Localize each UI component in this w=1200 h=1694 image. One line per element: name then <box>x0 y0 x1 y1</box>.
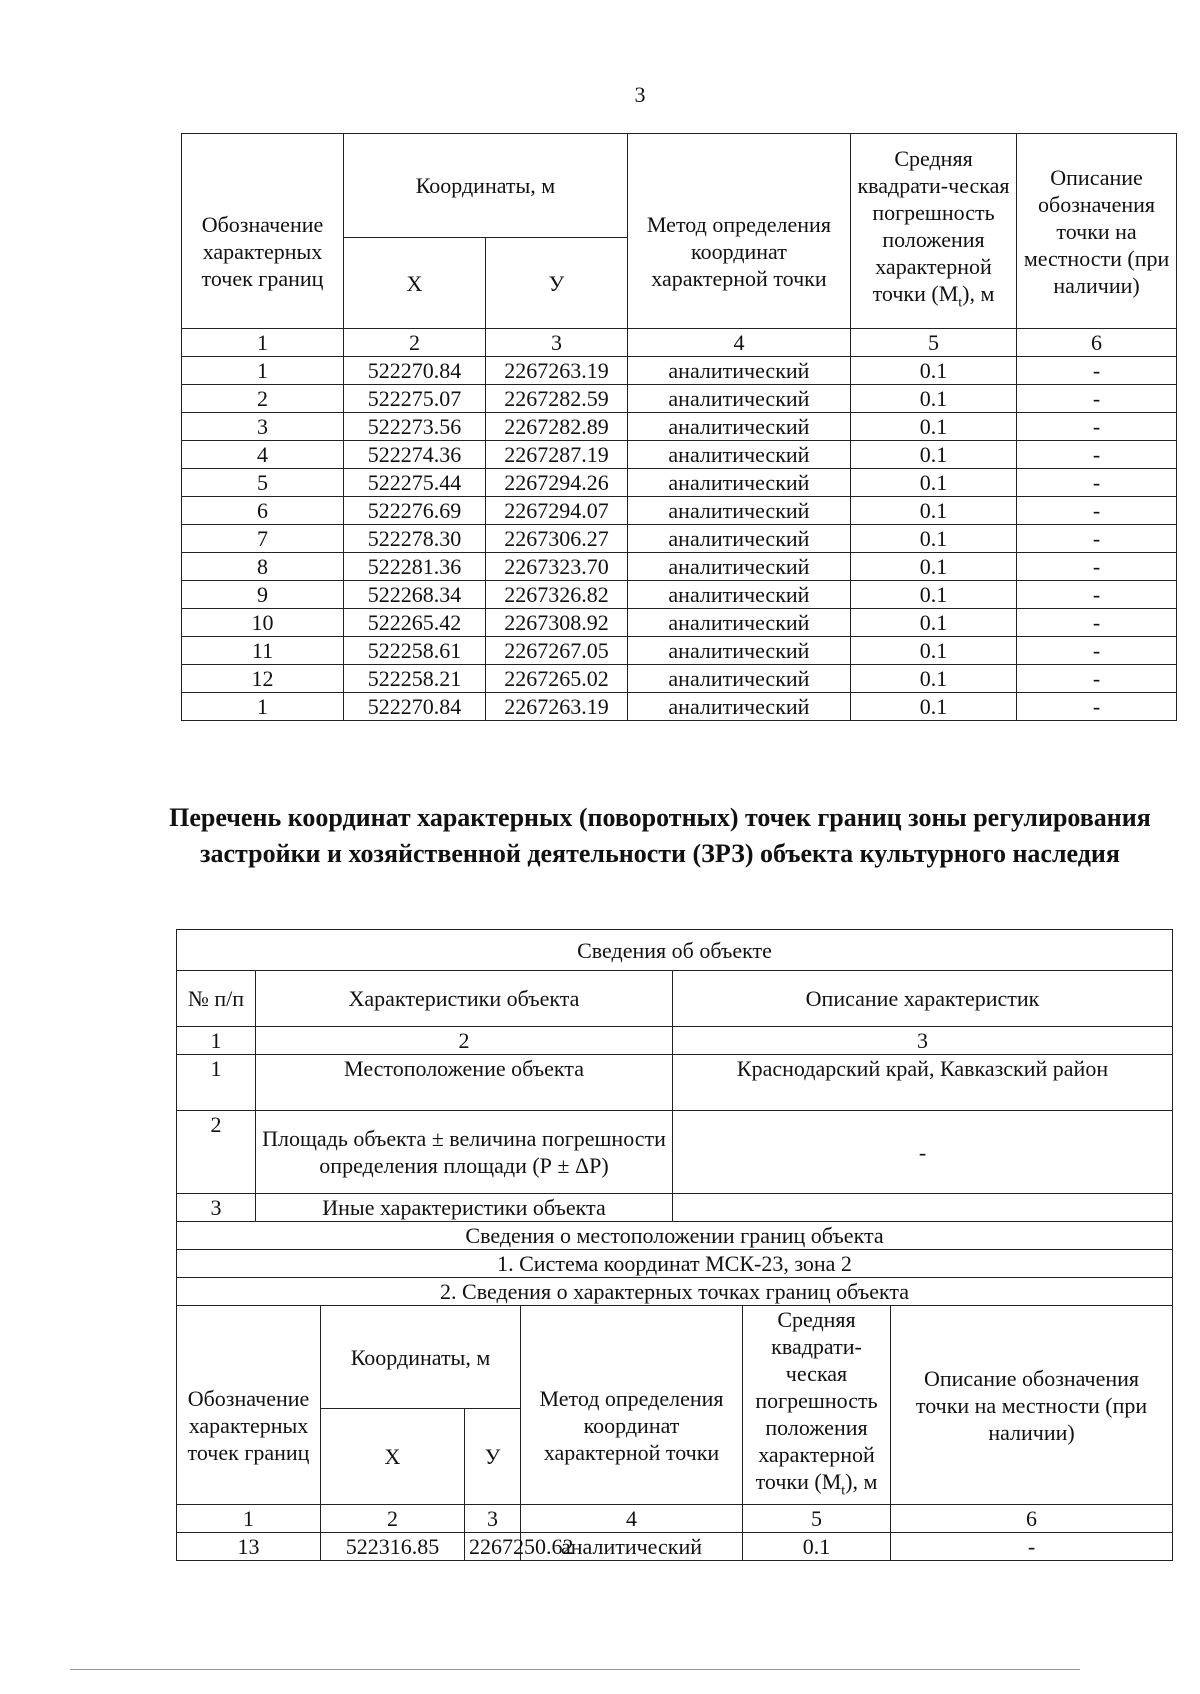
table-cell: 2267294.26 <box>485 469 627 497</box>
table-cell: аналитический <box>627 441 850 469</box>
col-number: 2 <box>256 1027 673 1055</box>
table-cell: 8 <box>182 553 344 581</box>
column-number-row <box>182 329 1177 357</box>
bottom-rule <box>70 1669 1080 1670</box>
table-cell: 5 <box>182 469 344 497</box>
x-header: Х <box>321 1409 465 1505</box>
num-header: № п/п <box>177 971 256 1027</box>
table-cell: 522281.36 <box>343 553 485 581</box>
table-row <box>182 553 1177 581</box>
table-row <box>182 609 1177 637</box>
table-cell: 522273.56 <box>343 413 485 441</box>
table-cell: 0.1 <box>850 581 1016 609</box>
table-row <box>177 1533 1173 1561</box>
table-cell: 11 <box>182 637 344 665</box>
table-cell: 2267282.89 <box>485 413 627 441</box>
table-cell: 0.1 <box>850 525 1016 553</box>
table-cell: 0.1 <box>850 357 1016 385</box>
error-header-subscript: t <box>841 1483 846 1499</box>
table-cell: 0.1 <box>850 609 1016 637</box>
table-cell: 2267282.59 <box>485 385 627 413</box>
designation-header: Обозначение характерных точек границ <box>177 1306 321 1505</box>
table-cell: 522270.84 <box>343 357 485 385</box>
table-cell: 0.1 <box>850 469 1016 497</box>
row-number: 2 <box>177 1111 256 1194</box>
table-cell: 2267306.27 <box>485 525 627 553</box>
table-cell: 2267265.02 <box>485 665 627 693</box>
table-cell: 1 <box>182 693 344 721</box>
table-row <box>182 693 1177 721</box>
table-cell: 2267323.70 <box>485 553 627 581</box>
table-cell: 0.1 <box>850 693 1016 721</box>
table-cell: 9 <box>182 581 344 609</box>
table-cell: - <box>1017 553 1177 581</box>
table-cell: - <box>1017 469 1177 497</box>
table-cell: 2267294.07 <box>485 497 627 525</box>
table-cell: 10 <box>182 609 344 637</box>
section-title: Перечень координат характерных (поворотных) точек границ зоны регулирования застройки и хозяйственной деятельности (ЗРЗ) объекта культурного наследия <box>169 803 1151 868</box>
column-number-row <box>177 1505 1173 1533</box>
table-cell: 0.1 <box>850 637 1016 665</box>
table-cell: аналитический <box>627 469 850 497</box>
table-cell: 522274.36 <box>343 441 485 469</box>
table-row <box>182 469 1177 497</box>
table-cell: 7 <box>182 525 344 553</box>
table-cell: 522276.69 <box>343 497 485 525</box>
table-cell: 522316.85 <box>321 1533 465 1561</box>
table-cell: 0.1 <box>850 413 1016 441</box>
table-cell: - <box>1017 581 1177 609</box>
table-cell: 522278.30 <box>343 525 485 553</box>
object-info-table <box>176 929 1173 1561</box>
table-cell: 0.1 <box>850 385 1016 413</box>
char-location: Местоположение объекта <box>256 1055 673 1111</box>
table-cell: 12 <box>182 665 344 693</box>
coordinates-table-2-body <box>177 1533 1173 1561</box>
col-number: 4 <box>521 1505 743 1533</box>
table-cell: 522265.42 <box>343 609 485 637</box>
table-cell: 522258.21 <box>343 665 485 693</box>
table-cell: 2267287.19 <box>485 441 627 469</box>
table-cell: - <box>1017 693 1177 721</box>
col-number: 1 <box>182 329 344 357</box>
coords-header: Координаты, м <box>343 134 627 238</box>
table-cell: - <box>1017 357 1177 385</box>
error-header <box>743 1306 891 1505</box>
table-cell: 6 <box>182 497 344 525</box>
coordinates-table-1-body <box>182 357 1177 721</box>
description-header: Описание обозначения точки на местности (при наличии) <box>891 1306 1173 1505</box>
col-number: 5 <box>743 1505 891 1533</box>
y-header: У <box>485 238 627 329</box>
table-cell: аналитический <box>627 497 850 525</box>
col-number: 5 <box>850 329 1016 357</box>
col-number: 1 <box>177 1027 256 1055</box>
table-row <box>182 385 1177 413</box>
error-header-text: Средняя квадрати-ческая погрешность положения характерной точки (М <box>755 1307 878 1494</box>
table-cell: аналитический <box>627 385 850 413</box>
col-number: 6 <box>891 1505 1173 1533</box>
table-row <box>182 665 1177 693</box>
table-row <box>182 637 1177 665</box>
table-cell: 4 <box>182 441 344 469</box>
col-number: 3 <box>673 1027 1173 1055</box>
table-cell: аналитический <box>627 581 850 609</box>
desc-location: Краснодарский край, Кавказский район <box>673 1055 1173 1111</box>
coordinates-table-1-header <box>182 134 1177 357</box>
table-cell: 0.1 <box>850 553 1016 581</box>
x-header: Х <box>343 238 485 329</box>
error-header-unit: ), м <box>845 1469 878 1494</box>
table-cell: аналитический <box>627 553 850 581</box>
designation-header: Обозначение характерных точек границ <box>182 134 344 329</box>
table-cell: аналитический <box>627 693 850 721</box>
table-cell: - <box>1017 497 1177 525</box>
table-cell: 0.1 <box>850 665 1016 693</box>
table-cell: 522275.44 <box>343 469 485 497</box>
table-row <box>182 525 1177 553</box>
table-cell: аналитический <box>627 525 850 553</box>
location-title: Сведения о местоположении границ объекта <box>177 1222 1173 1250</box>
table-cell: 0.1 <box>850 441 1016 469</box>
table-cell: - <box>1017 413 1177 441</box>
table-cell: - <box>1017 525 1177 553</box>
row-number: 3 <box>177 1194 256 1222</box>
table-cell: 2267326.82 <box>485 581 627 609</box>
error-header-text: Средняя квадрати-ческая погрешность положения характерной точки (М <box>857 146 1010 307</box>
table-cell: 2 <box>182 385 344 413</box>
table-cell: 522258.61 <box>343 637 485 665</box>
table-cell: 2267263.19 <box>485 693 627 721</box>
table-cell: - <box>1017 665 1177 693</box>
table-cell: 522275.07 <box>343 385 485 413</box>
table-row <box>182 497 1177 525</box>
desc-header: Описание характеристик <box>673 971 1173 1027</box>
col-number: 2 <box>343 329 485 357</box>
error-header <box>850 134 1016 329</box>
table-cell: 2267308.92 <box>485 609 627 637</box>
table-cell: аналитический <box>627 609 850 637</box>
col-number: 3 <box>465 1505 521 1533</box>
table-cell: 522270.84 <box>343 693 485 721</box>
table-cell: 522268.34 <box>343 581 485 609</box>
table-cell: - <box>1017 385 1177 413</box>
char-other: Иные характеристики объекта <box>256 1194 673 1222</box>
error-header-unit: ), м <box>962 281 995 307</box>
table-cell: аналитический <box>627 413 850 441</box>
table-cell: аналитический <box>521 1533 743 1561</box>
table-cell: 3 <box>182 413 344 441</box>
row-number: 1 <box>177 1055 256 1111</box>
table-cell: - <box>1017 609 1177 637</box>
table-cell: 0.1 <box>743 1533 891 1561</box>
desc-other <box>673 1194 1173 1222</box>
table-row <box>182 581 1177 609</box>
error-header-subscript: t <box>958 295 963 311</box>
method-header: Метод определения координат характерной точки <box>627 134 850 329</box>
table-cell: 13 <box>177 1533 321 1561</box>
table-cell: аналитический <box>627 665 850 693</box>
char-header: Характеристики объекта <box>256 971 673 1027</box>
method-header: Метод определения координат характерной точки <box>521 1306 743 1505</box>
table-cell: аналитический <box>627 357 850 385</box>
page-number: 3 <box>634 82 646 107</box>
col-number: 3 <box>485 329 627 357</box>
points-title: 2. Сведения о характерных точках границ объекта <box>177 1278 1173 1306</box>
table-row <box>182 413 1177 441</box>
table-cell: 2267263.19 <box>485 357 627 385</box>
coordinate-system: 1. Система координат МСК-23, зона 2 <box>177 1250 1173 1278</box>
col-number: 1 <box>177 1505 321 1533</box>
table-cell: - <box>1017 637 1177 665</box>
col-number: 6 <box>1017 329 1177 357</box>
table-row <box>182 357 1177 385</box>
coordinates-table-1 <box>181 133 1177 721</box>
table-cell: 2267250.62 <box>465 1533 521 1561</box>
y-header: У <box>465 1409 521 1505</box>
table-cell: 2267267.05 <box>485 637 627 665</box>
col-number: 4 <box>627 329 850 357</box>
table-cell: аналитический <box>627 637 850 665</box>
table-cell: 0.1 <box>850 497 1016 525</box>
col-number: 2 <box>321 1505 465 1533</box>
object-info-title: Сведения об объекте <box>177 930 1173 971</box>
table-row <box>182 441 1177 469</box>
description-header: Описание обозначения точки на местности (при наличии) <box>1017 134 1177 329</box>
desc-area: - <box>673 1111 1173 1194</box>
table-cell: 1 <box>182 357 344 385</box>
coords-header: Координаты, м <box>321 1306 521 1409</box>
char-area: Площадь объекта ± величина погрешности определения площади (Р ± ΔР) <box>256 1111 673 1194</box>
table-cell: - <box>891 1533 1173 1561</box>
table-cell: - <box>1017 441 1177 469</box>
